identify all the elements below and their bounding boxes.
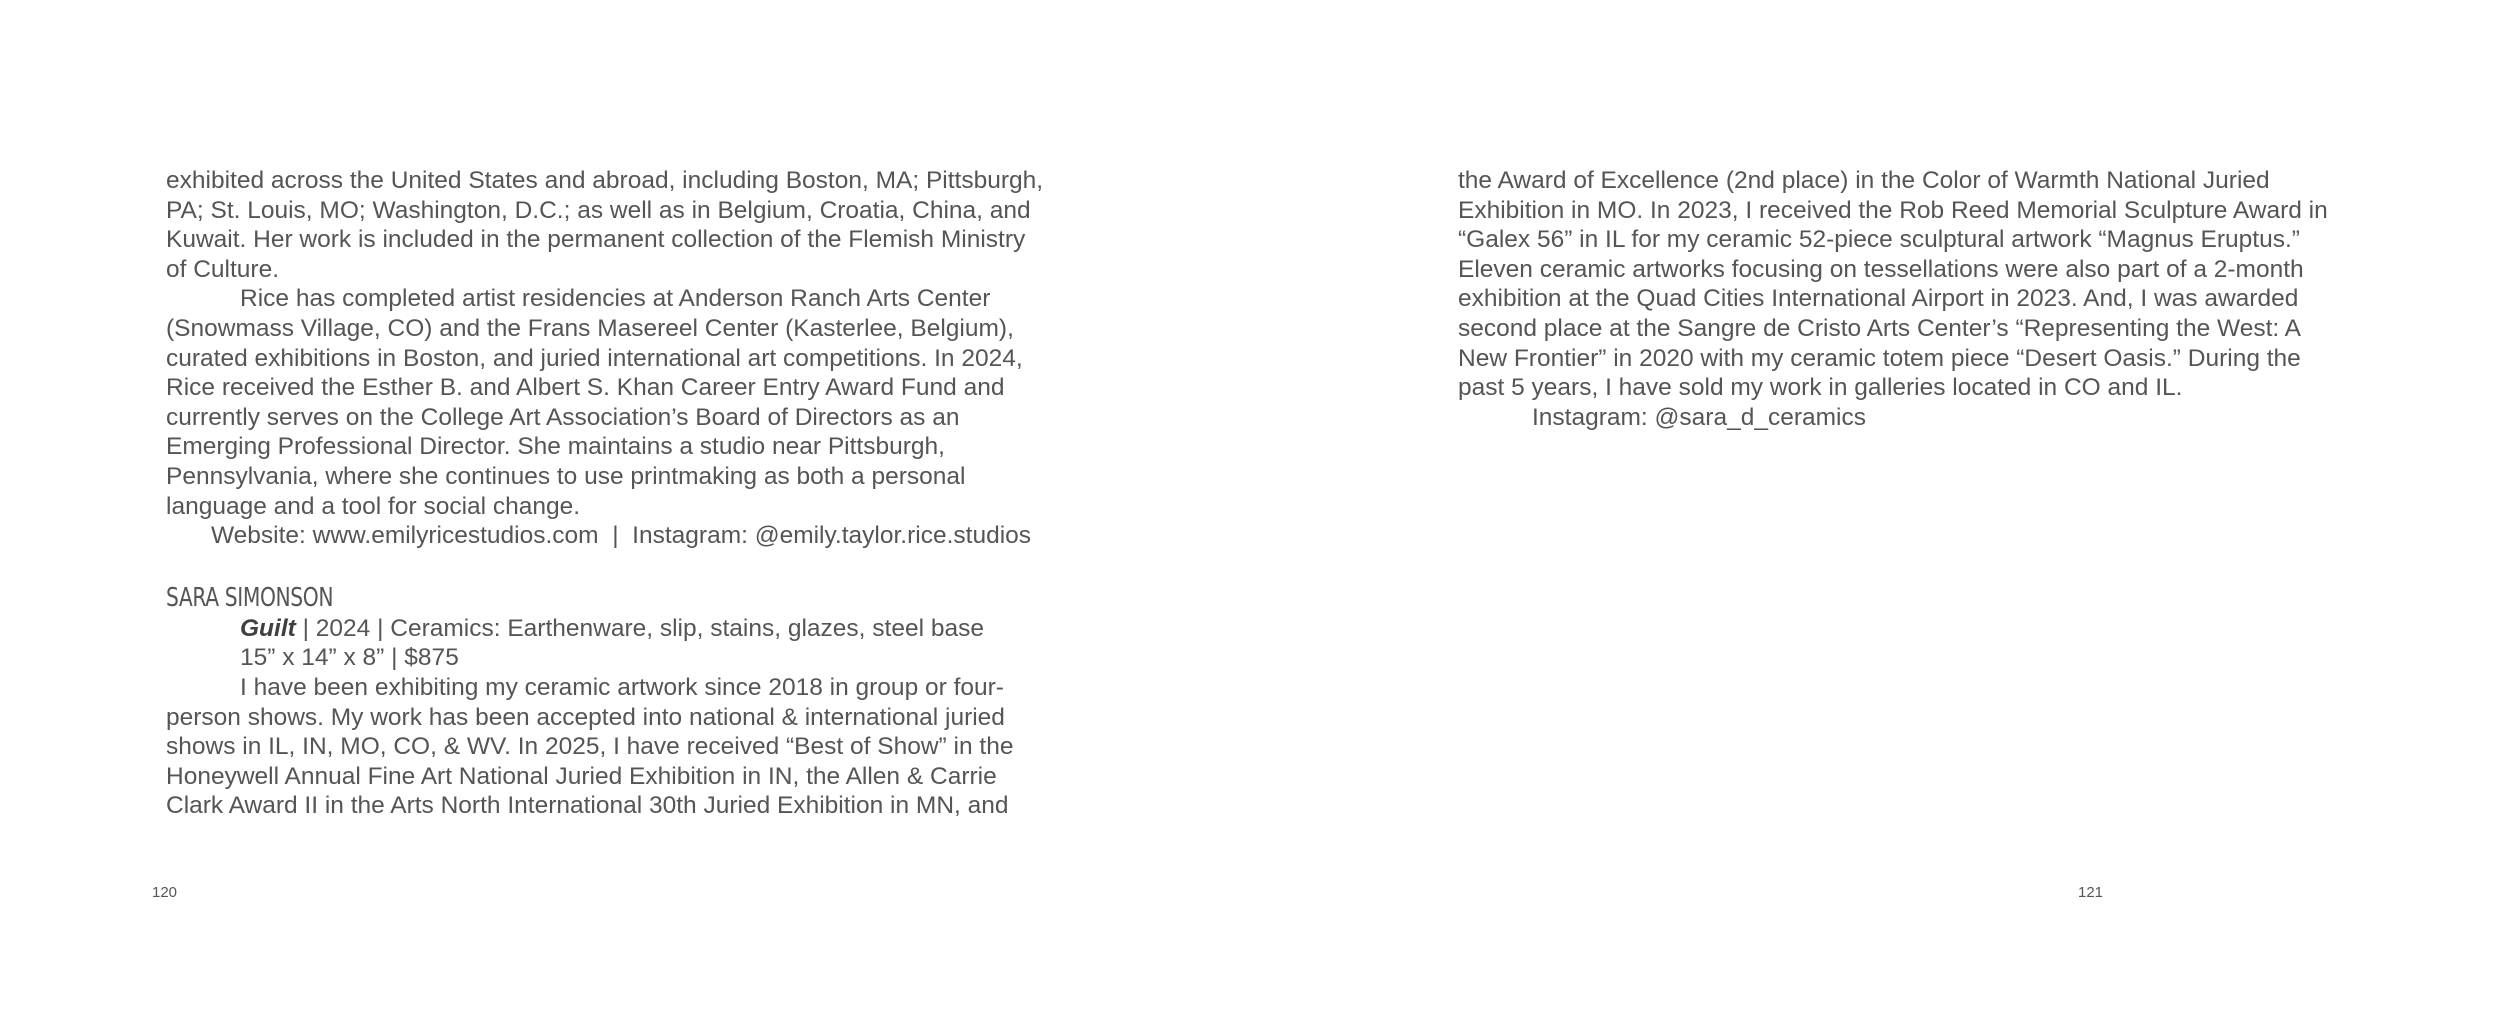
text-line: the Award of Excellence (2nd place) in the Color of Warmth National Juried	[1458, 167, 2270, 194]
artwork-info	[166, 614, 1066, 673]
text-line: Pennsylvania, where she continues to use printmaking as both a personal	[166, 462, 966, 490]
text-line: person shows. My work has been accepted into national & international juried	[166, 703, 1005, 731]
text-line: Exhibition in MO. In 2023, I received the Rob Reed Memorial Sculpture Award in	[1458, 196, 2328, 224]
simonson-bio-paragraph	[166, 673, 1066, 821]
artist-name-heading: SARA SIMONSON	[166, 582, 334, 613]
text-line: past 5 years, I have sold my work in galleries located in CO and IL.	[1458, 374, 2183, 402]
previous-bio-continuation	[166, 166, 1066, 284]
text-line: language and a tool for social change.	[166, 492, 581, 520]
text-line: PA; St. Louis, MO; Washington, D.C.; as well as in Belgium, Croatia, China, and	[166, 196, 1031, 224]
text-line: Rice received the Esther B. and Albert S. Khan Career Entry Award Fund and	[166, 374, 1005, 402]
text-line: Honeywell Annual Fine Art National Juried Exhibition in IN, the Allen & Carrie	[166, 762, 997, 790]
text-line: of Culture.	[166, 255, 280, 283]
text-line: Clark Award II in the Arts North International 30th Juried Exhibition in MN, and	[166, 792, 1009, 820]
page-number-right: 121	[2078, 884, 2104, 901]
right-text-column	[1458, 166, 2358, 432]
text-line: exhibition at the Quad Cities International Airport in 2023. And, I was awarded	[1458, 285, 2299, 313]
artwork-details: | 2024 | Ceramics: Earthenware, slip, stains, glazes, steel base	[295, 614, 984, 642]
text-line: I have been exhibiting my ceramic artwork since 2018 in group or four-	[240, 673, 1004, 701]
text-line: shows in IL, IN, MO, CO, & WV. In 2025, I have received “Best of Show” in the	[166, 733, 1014, 761]
left-text-column	[166, 166, 1066, 821]
artwork-line	[166, 614, 1066, 644]
text-line: currently serves on the College Art Association’s Board of Directors as an	[166, 403, 960, 431]
contact-line-rice: Website: www.emilyricestudios.com | Instagram: @emily.taylor.rice.studios	[211, 522, 1032, 550]
text-line: “Galex 56” in IL for my ceramic 52-piece sculptural artwork “Magnus Eruptus.”	[1458, 226, 2300, 254]
text-line: exhibited across the United States and abroad, including Boston, MA; Pittsburgh,	[166, 167, 1044, 194]
residencies-paragraph	[166, 284, 1066, 521]
text-line: Rice has completed artist residencies at Anderson Ranch Arts Center	[240, 285, 991, 313]
right-page	[1250, 0, 2500, 1029]
text-line: Emerging Professional Director. She maintains a studio near Pittsburgh,	[166, 433, 945, 461]
text-line: (Snowmass Village, CO) and the Frans Masereel Center (Kasterlee, Belgium),	[166, 314, 1014, 342]
text-line: Eleven ceramic artworks focusing on tessellations were also part of a 2-month	[1458, 255, 2304, 283]
text-line: New Frontier” in 2020 with my ceramic totem piece “Desert Oasis.” During the	[1458, 344, 2301, 372]
page-number-left: 120	[152, 884, 178, 901]
text-line: curated exhibitions in Boston, and juried international art competitions. In 2024,	[166, 344, 1023, 372]
simonson-bio-continuation	[1458, 166, 2358, 403]
artwork-title: Guilt	[240, 614, 296, 642]
artwork-size-price: 15” x 14” x 8” | $875	[240, 644, 459, 672]
text-line: second place at the Sangre de Cristo Arts Center’s “Representing the West: A	[1458, 314, 2301, 342]
text-line: Kuwait. Her work is included in the permanent collection of the Flemish Ministry	[166, 226, 1026, 254]
contact-line-simonson: Instagram: @sara_d_ceramics	[1532, 403, 1866, 431]
